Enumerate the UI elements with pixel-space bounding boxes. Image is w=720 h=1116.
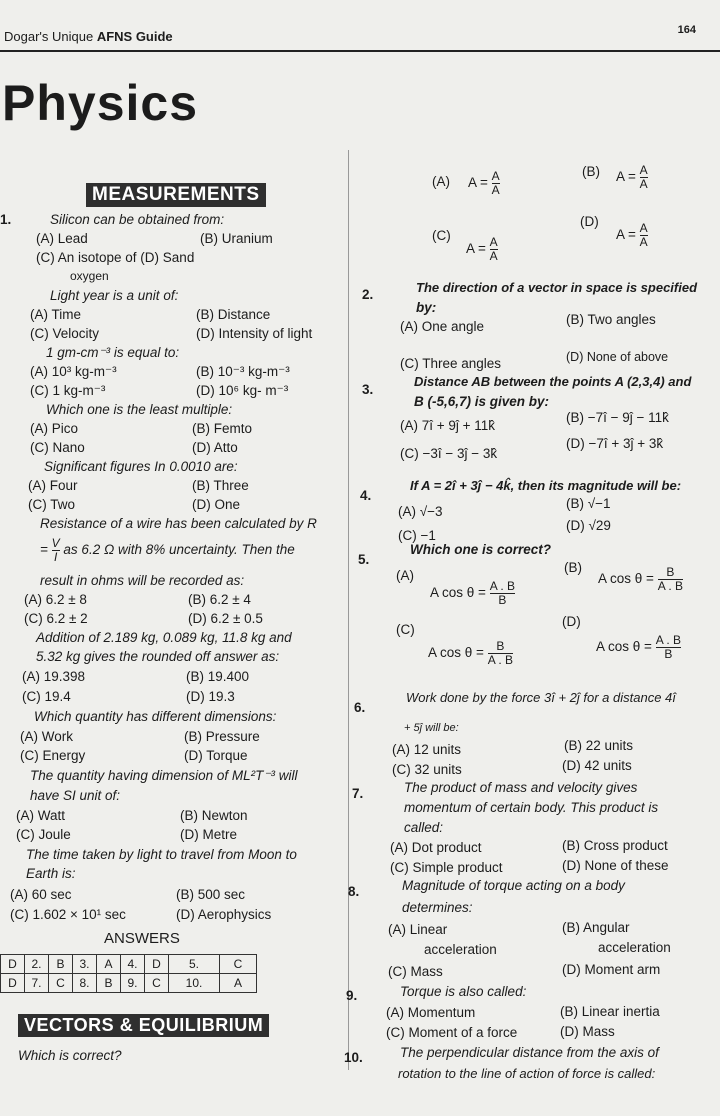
option: (A) Watt — [16, 808, 65, 823]
option: (B) √−1 — [566, 496, 611, 511]
answer-cell: D — [1, 974, 25, 993]
option: (D) 10⁶ kg- m⁻³ — [196, 383, 289, 398]
frac-den: A — [491, 183, 500, 197]
question-text-2: B (-5,6,7) is given by: — [414, 394, 550, 409]
question-text: Magnitude of torque acting on a body — [402, 878, 625, 893]
frac-den: B — [664, 647, 673, 661]
option: (A) √−3 — [398, 504, 443, 519]
section-measurements: MEASUREMENTS — [86, 183, 266, 207]
question-text-2: momentum of certain body. This product is — [404, 800, 659, 815]
answer-cell: 2. — [25, 955, 49, 974]
option: (D) Atto — [192, 440, 238, 455]
question-text-2: + 5ĵ will be: — [404, 722, 459, 734]
answer-row — [1, 974, 257, 993]
page-title: Physics — [2, 75, 199, 131]
question-number: 8. — [348, 884, 360, 899]
question-text: Which is correct? — [18, 1048, 122, 1063]
option: (C) Energy — [20, 748, 86, 763]
question-text: If A = 2î + 3ĵ − 4k̂, then its magnitude will be: — [410, 478, 682, 493]
option: (A) Momentum — [386, 1005, 476, 1020]
answer-cell: D — [1, 955, 25, 974]
option: (C) Joule — [16, 827, 71, 842]
option: (D) Mass — [560, 1024, 615, 1039]
formula-lhs: A — [616, 227, 625, 243]
question-text: The product of mass and velocity gives — [404, 780, 638, 795]
frac-num: A . B — [489, 579, 516, 593]
formula-expr: A cos θ = — [428, 645, 484, 661]
question-text-2: have SI unit of: — [30, 788, 121, 803]
frac-den: A . B — [657, 579, 684, 593]
formula-lhs: A — [468, 175, 477, 191]
question-text-2: rotation to the line of action of force is called: — [398, 1066, 656, 1081]
option: (B) Angular — [562, 920, 630, 935]
question-text-2: 5.32 kg gives the rounded off answer as: — [36, 649, 280, 664]
question-text-2: = $\frac{V}{I}$ as 6.2 Ω with 8% uncertainty. Then the — [40, 536, 295, 564]
option: (D) 42 units — [562, 758, 632, 773]
question-number: 9. — [346, 988, 358, 1003]
question-number: 4. — [360, 488, 372, 503]
option: (A) 6.2 ± 8 — [24, 592, 87, 607]
formula: A = $\frac{A}{A}$ — [616, 163, 648, 191]
frac-num: B — [488, 640, 513, 654]
option-label: (D) — [562, 614, 581, 629]
formula-lhs: A — [616, 169, 625, 185]
answer-cell: D — [145, 955, 169, 974]
formula: A = $\frac{A}{A}$ — [468, 169, 500, 197]
option: (B) 10⁻³ kg-m⁻³ — [196, 364, 290, 379]
option: (C) −1 — [398, 528, 436, 543]
header-rule — [0, 50, 720, 52]
formula-expr: A cos θ = — [598, 571, 654, 587]
fraction — [658, 566, 683, 593]
frac-den: B — [498, 593, 507, 607]
option: (C) An isotope of (D) Sand — [36, 250, 195, 265]
answer-cell: C — [145, 974, 169, 993]
option: (A) Four — [28, 478, 78, 493]
option: (B) 6.2 ± 4 — [188, 592, 251, 607]
option: (C) Simple product — [390, 860, 503, 875]
formula — [430, 580, 515, 607]
question-number: 10. — [344, 1050, 363, 1065]
question-text: Addition of 2.189 kg, 0.089 kg, 11.8 kg and — [36, 630, 292, 645]
answer-cell: A — [97, 955, 121, 974]
option: (D) One — [192, 497, 241, 512]
option: (A) Pico — [30, 421, 79, 436]
option: (C) −3î − 3ĵ − 3k̂ — [400, 446, 498, 461]
fraction — [52, 537, 60, 564]
question-text: Which one is the least multiple: — [46, 402, 233, 417]
frac-num: A — [491, 169, 500, 183]
formula: A = $\frac{A}{A}$ — [616, 221, 648, 249]
fraction — [656, 634, 681, 661]
frac-num: A . B — [655, 633, 682, 647]
option: (A) 10³ kg-m⁻³ — [30, 364, 117, 379]
option: (A) 19.398 — [22, 669, 86, 684]
answer-cell: 3. — [73, 955, 97, 974]
option: (B) 22 units — [564, 738, 634, 753]
option: (C) Two — [28, 497, 76, 512]
option: (B) Pressure — [184, 729, 260, 744]
question-text: Which one is correct? — [410, 542, 552, 557]
option: (C) 32 units — [392, 762, 462, 777]
question-text-cont: as 6.2 Ω with 8% uncertainty. Then the — [63, 542, 295, 558]
fraction — [490, 580, 515, 607]
question-text: Significant figures In 0.0010 are: — [44, 459, 238, 474]
option: (D) 19.3 — [186, 689, 235, 704]
answer-cell: C — [49, 974, 73, 993]
option: (C) 19.4 — [22, 689, 71, 704]
formula-expr: A cos θ = — [430, 585, 486, 601]
answer-cell: B — [49, 955, 73, 974]
question-text: Silicon can be obtained from: — [50, 212, 225, 227]
option: (A) Work — [20, 729, 73, 744]
frac-num: B — [658, 566, 683, 580]
formula — [598, 566, 683, 593]
answer-cell: 10. — [169, 974, 220, 993]
question-text: Distance AB between the points A (2,3,4) and — [414, 374, 692, 389]
frac-den: A — [639, 177, 648, 191]
question-text-3: result in ohms will be recorded as: — [40, 573, 245, 588]
option: (B) Three — [192, 478, 249, 493]
option: (A) Lead — [36, 231, 88, 246]
option: (C) 6.2 ± 2 — [24, 611, 88, 626]
option: (B) Femto — [192, 421, 253, 436]
option: (D) 6.2 ± 0.5 — [188, 611, 263, 626]
option: (C) Three angles — [400, 356, 502, 371]
formula-expr: A cos θ = — [596, 639, 652, 655]
option: (A) Dot product — [390, 840, 482, 855]
option: (D) Intensity of light — [196, 326, 313, 341]
answer-cell: A — [220, 974, 257, 993]
fraction — [488, 640, 513, 667]
option: (B) Two angles — [566, 312, 656, 327]
frac-den: A — [489, 249, 498, 263]
option-cont: acceleration — [598, 940, 671, 955]
option: (A) Time — [30, 307, 82, 322]
answer-cell: 8. — [73, 974, 97, 993]
question-number: 3. — [362, 382, 374, 397]
option: (C) Moment of a force — [386, 1025, 518, 1040]
section-vectors: VECTORS & EQUILIBRIUM — [18, 1014, 269, 1037]
question-text: Work done by the force 3î + 2ĵ for a distance 4î — [406, 690, 676, 705]
option: (B) Linear inertia — [560, 1004, 660, 1019]
question-text-2: Earth is: — [26, 866, 76, 881]
option: (B) Cross product — [562, 838, 668, 853]
question-text: Resistance of a wire has been calculated by R — [40, 516, 317, 531]
formula-lhs: A — [466, 241, 475, 257]
frac-den: I — [53, 550, 58, 564]
question-number: 6. — [354, 700, 366, 715]
question-number: 1. — [0, 212, 12, 227]
fraction — [490, 236, 498, 263]
question-text: Torque is also called: — [400, 984, 527, 999]
formula — [428, 640, 513, 667]
question-text-2: by: — [416, 300, 437, 315]
option-label: (B) — [564, 560, 582, 575]
book-name-bold: AFNS Guide — [96, 29, 173, 44]
frac-num: V — [51, 536, 60, 550]
option: (A) 60 sec — [10, 887, 72, 902]
option: (D) None of these — [562, 858, 669, 873]
frac-den: A . B — [487, 653, 514, 667]
option: (C) 1 kg-m⁻³ — [30, 383, 106, 398]
option: (A) 12 units — [392, 742, 462, 757]
option: (D) None of above — [566, 350, 669, 364]
question-text: The quantity having dimension of ML²T⁻³ will — [30, 768, 298, 783]
question-text: The direction of a vector in space is specified — [416, 280, 698, 295]
frac-num: A — [489, 235, 498, 249]
option: (B) Newton — [180, 808, 248, 823]
answer-key-table — [0, 954, 257, 993]
option: (B) 500 sec — [176, 887, 246, 902]
option: (D) −7î + 3ĵ + 3k̂ — [566, 436, 664, 451]
frac-num: A — [639, 163, 648, 177]
option-label: (A) — [432, 174, 450, 189]
option: (D) Metre — [180, 827, 237, 842]
option-label: (A) — [396, 568, 414, 583]
fraction — [640, 164, 648, 191]
option: (C) Mass — [388, 964, 443, 979]
answer-cell: 9. — [121, 974, 145, 993]
frac-den: A — [639, 235, 648, 249]
option: (D) Moment arm — [562, 962, 661, 977]
book-name: Dogar's Unique — [4, 29, 97, 44]
question-number: 5. — [358, 552, 370, 567]
question-text: Light year is a unit of: — [50, 288, 179, 303]
fraction — [492, 170, 500, 197]
answer-cell: 4. — [121, 955, 145, 974]
question-text-3: called: — [404, 820, 444, 835]
option-label: (D) — [580, 214, 599, 229]
option-cont: oxygen — [70, 269, 109, 283]
question-text: The perpendicular distance from the axis of — [400, 1045, 659, 1060]
option: (C) Velocity — [30, 326, 100, 341]
option: (D) √29 — [566, 518, 611, 533]
answer-cell: C — [220, 955, 257, 974]
question-text: 1 gm-cm⁻³ is equal to: — [46, 345, 180, 360]
formula: A = $\frac{A}{A}$ — [466, 235, 498, 263]
option: (A) 7î + 9ĵ + 11k̂ — [400, 418, 496, 433]
option: (C) 1.602 × 10¹ sec — [10, 907, 126, 922]
fraction — [640, 222, 648, 249]
formula — [596, 634, 681, 661]
book-header — [4, 29, 173, 44]
question-text: The time taken by light to travel from Moon to — [26, 847, 297, 862]
option-label: (C) — [432, 228, 451, 243]
option: (B) 19.400 — [186, 669, 250, 684]
answers-heading: ANSWERS — [104, 930, 180, 947]
question-number: 2. — [362, 287, 374, 302]
option: (A) Linear — [388, 922, 448, 937]
option: (D) Torque — [184, 748, 248, 763]
option: (A) One angle — [400, 319, 485, 334]
answer-cell: 7. — [25, 974, 49, 993]
frac-num: A — [639, 221, 648, 235]
answer-row — [1, 955, 257, 974]
option: (D) Aerophysics — [176, 907, 272, 922]
option: (B) Distance — [196, 307, 271, 322]
option: (B) Uranium — [200, 231, 273, 246]
page-number: 164 — [677, 24, 696, 36]
option-cont: acceleration — [424, 942, 497, 957]
question-text: Which quantity has different dimensions: — [34, 709, 277, 724]
option: (B) −7î − 9ĵ − 11k̂ — [566, 410, 669, 425]
answer-cell: 5. — [169, 955, 220, 974]
column-divider — [348, 150, 349, 1070]
answer-cell: B — [97, 974, 121, 993]
option-label: (B) — [582, 164, 600, 179]
question-text-2: determines: — [402, 900, 473, 915]
option-label: (C) — [396, 622, 415, 637]
option: (C) Nano — [30, 440, 85, 455]
question-number: 7. — [352, 786, 364, 801]
